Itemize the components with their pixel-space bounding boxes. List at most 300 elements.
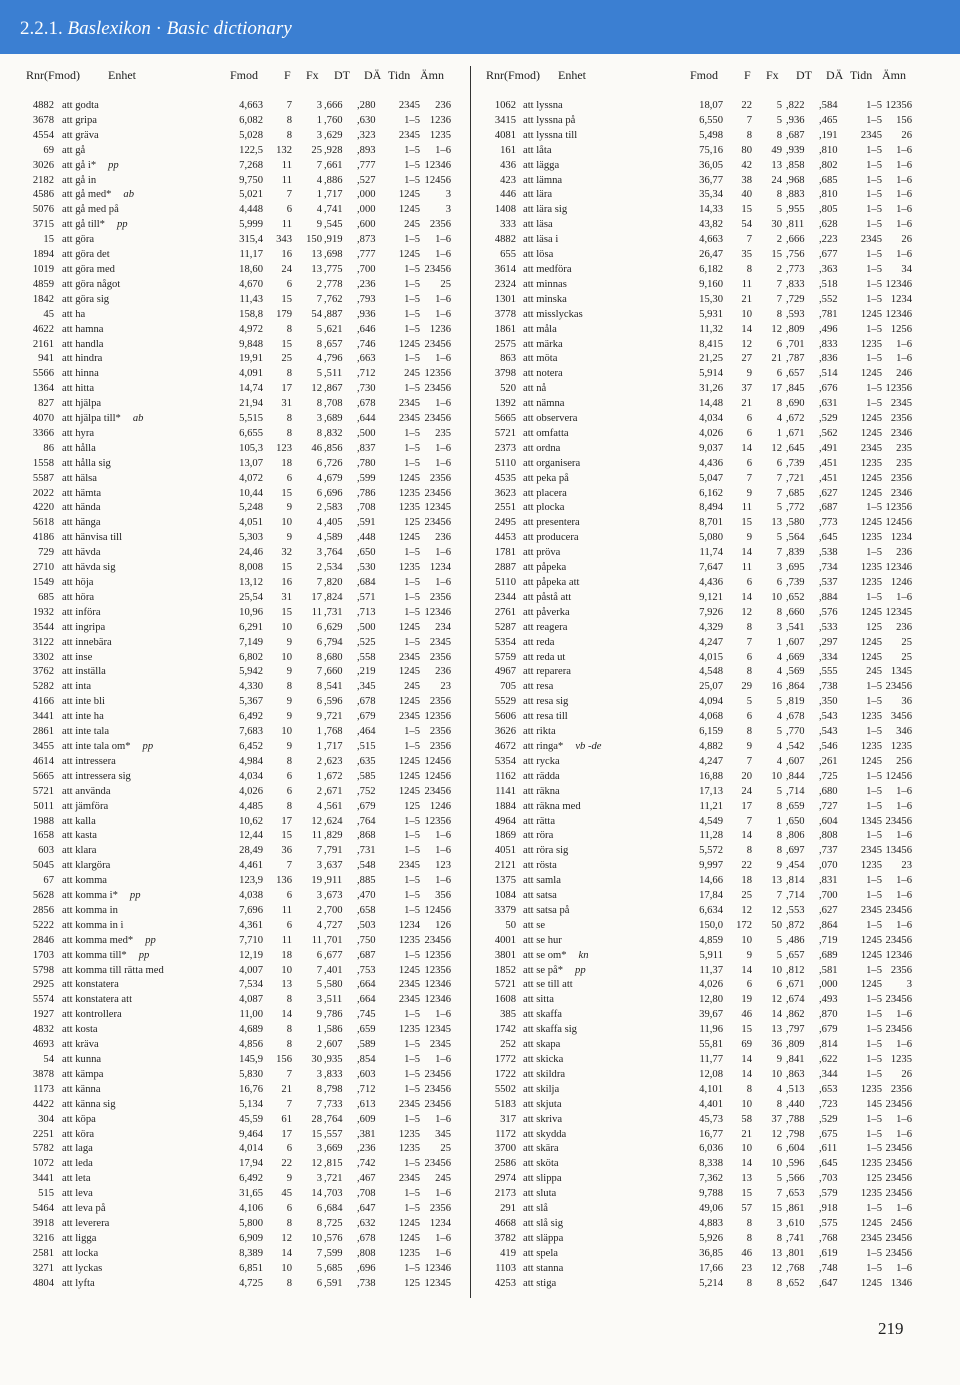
cell-fx: 8 xyxy=(776,129,782,141)
dictionary-row xyxy=(486,576,916,591)
dictionary-row xyxy=(486,606,916,621)
cell-enhet: att kämpa xyxy=(62,1068,104,1080)
cell-fx: 8 xyxy=(316,651,322,663)
cell-dt: ,583 xyxy=(324,502,343,514)
cell-fx: 7 xyxy=(776,890,782,902)
cell-fx: 12 xyxy=(771,442,782,454)
cell-f: 6 xyxy=(746,711,752,723)
dictionary-row xyxy=(486,636,916,651)
cell-dt: ,596 xyxy=(786,1158,805,1170)
cell-enhet: att observera xyxy=(523,413,578,425)
cell-enhet: att lösa xyxy=(523,249,554,261)
cell-fx: 8 xyxy=(776,398,782,410)
cell-da: ,659 xyxy=(357,1024,376,1036)
cell-dt: ,935 xyxy=(324,1054,343,1065)
dictionary-row xyxy=(26,1187,456,1202)
cell-da: ,777 xyxy=(357,159,376,171)
cell-tidn: 1–5 xyxy=(866,219,882,231)
cell-rnr: 4070 xyxy=(32,413,54,425)
cell-amn: 12456 xyxy=(424,770,451,782)
cell-amn: 23 xyxy=(440,681,451,693)
cell-da: ,543 xyxy=(819,726,838,738)
dictionary-row xyxy=(26,993,456,1008)
cell-f: 11 xyxy=(741,278,752,290)
cell-fmod: 4,663 xyxy=(699,234,723,246)
cell-tidn: 1–5 xyxy=(404,278,420,290)
cell-amn: 235 xyxy=(896,442,912,454)
cell-da: ,496 xyxy=(819,323,838,335)
dictionary-row xyxy=(486,904,916,919)
cell-fx: 9 xyxy=(316,711,322,723)
cell-fx: 4 xyxy=(776,1083,782,1095)
cell-da: ,689 xyxy=(819,949,838,961)
dictionary-row xyxy=(486,382,916,397)
cell-tidn: 2345 xyxy=(860,129,882,141)
cell-fx: 13 xyxy=(771,517,782,529)
cell-enhet: att resa sig xyxy=(523,696,569,708)
cell-dt: ,939 xyxy=(786,144,805,156)
cell-fx: 5 xyxy=(316,323,322,335)
dictionary-row xyxy=(26,978,456,993)
cell-enhet: att stiga xyxy=(523,1277,557,1289)
cell-fmod: 7,268 xyxy=(239,159,263,171)
cell-da: ,833 xyxy=(819,338,838,350)
cell-tidn: 1234 xyxy=(398,919,420,931)
header-amn: Ämn xyxy=(882,68,906,82)
cell-amn: 23456 xyxy=(424,1083,451,1095)
cell-amn: 1–6 xyxy=(896,249,912,261)
cell-f: 6 xyxy=(746,413,752,425)
cell-f: 7 xyxy=(746,472,752,484)
cell-amn: 1–6 xyxy=(435,1009,451,1021)
cell-dt: ,534 xyxy=(324,562,343,574)
cell-da: ,525 xyxy=(357,636,376,648)
cell-tidn: 245 xyxy=(404,219,420,231)
cell-tidn: 1245 xyxy=(398,472,420,484)
cell-f: 11 xyxy=(741,562,752,574)
cell-enhet: att samla xyxy=(523,875,561,887)
cell-enhet: att laga xyxy=(62,1143,93,1155)
dictionary-row xyxy=(486,815,916,830)
cell-enhet: att inta xyxy=(62,681,92,693)
cell-f: 15 xyxy=(741,517,752,529)
dictionary-row xyxy=(26,546,456,561)
cell-amn: 2356 xyxy=(429,651,451,663)
header-da: DÄ xyxy=(364,68,382,82)
cell-dt: ,919 xyxy=(324,234,343,246)
cell-rnr: 3379 xyxy=(494,904,516,916)
cell-tag: pp xyxy=(138,949,150,961)
cell-amn: 2356 xyxy=(890,964,912,976)
cell-da: ,448 xyxy=(357,532,376,544)
cell-tidn: 1–5 xyxy=(404,591,420,603)
cell-fmod: 13,12 xyxy=(239,577,263,588)
cell-da: ,514 xyxy=(819,368,838,380)
cell-dt: ,764 xyxy=(324,1113,343,1125)
cell-da: ,730 xyxy=(357,383,376,395)
cell-da: ,893 xyxy=(357,144,376,156)
cell-rnr: 69 xyxy=(43,144,54,156)
cell-fx: 3 xyxy=(776,562,782,574)
cell-dt: ,566 xyxy=(786,1173,805,1185)
cell-fmod: 9,848 xyxy=(239,338,263,350)
cell-enhet: att resa till xyxy=(523,711,568,723)
header-dt: DT xyxy=(796,68,812,82)
cell-tidn: 1235 xyxy=(398,502,420,514)
dictionary-row xyxy=(486,1142,916,1157)
cell-f: 24 xyxy=(741,785,752,797)
cell-amn: 12356 xyxy=(424,964,451,976)
cell-enhet: att medföra xyxy=(523,263,572,275)
cell-enhet: att hänga xyxy=(62,517,101,529)
cell-da: ,548 xyxy=(357,860,376,872)
cell-enhet: att hamna xyxy=(62,323,104,335)
cell-da: ,836 xyxy=(819,353,838,365)
cell-dt: ,872 xyxy=(786,919,805,931)
cell-fx: 5 xyxy=(776,949,782,961)
cell-f: 8 xyxy=(286,323,292,335)
cell-rnr: 4186 xyxy=(32,532,54,544)
dictionary-row xyxy=(26,1053,456,1068)
cell-fmod: 16,76 xyxy=(239,1083,263,1095)
cell-tidn: 1–5 xyxy=(866,890,882,902)
cell-amn: 245 xyxy=(435,1173,451,1185)
cell-rnr: 5011 xyxy=(33,800,54,812)
cell-rnr: 3614 xyxy=(494,263,516,275)
cell-da: ,451 xyxy=(819,457,838,469)
cell-tidn: 1–5 xyxy=(404,815,420,827)
cell-tidn: 1235 xyxy=(860,711,882,723)
cell-fmod: 4,026 xyxy=(239,785,263,797)
cell-amn: 2356 xyxy=(429,591,451,603)
cell-dt: ,858 xyxy=(786,159,805,171)
cell-fx: 8 xyxy=(776,189,782,201)
cell-f: 35 xyxy=(741,249,752,261)
cell-tidn: 1–5 xyxy=(404,1039,420,1051)
cell-fx: 50 xyxy=(771,919,782,931)
cell-tag: pp xyxy=(108,159,119,171)
cell-tidn: 1–5 xyxy=(866,681,882,693)
cell-dt: ,589 xyxy=(324,532,343,544)
dictionary-row xyxy=(26,531,456,546)
cell-tidn: 1–5 xyxy=(866,964,882,976)
cell-f: 17 xyxy=(741,800,752,812)
cell-rnr: 4220 xyxy=(32,502,54,514)
cell-da: ,619 xyxy=(819,1247,838,1259)
cell-amn: 25 xyxy=(901,636,912,648)
cell-rnr: 2022 xyxy=(32,487,54,499)
cell-fx: 10 xyxy=(771,591,782,603)
cell-dt: ,541 xyxy=(324,681,343,693)
cell-tidn: 2345 xyxy=(398,651,420,663)
dictionary-row xyxy=(486,978,916,993)
cell-fx: 5 xyxy=(776,934,782,946)
dictionary-row xyxy=(26,1247,456,1262)
cell-amn: 1235 xyxy=(890,1054,912,1065)
cell-da: ,579 xyxy=(819,1188,838,1200)
cell-fmod: 15,30 xyxy=(699,293,723,305)
cell-f: 32 xyxy=(281,547,292,559)
cell-fx: 3 xyxy=(316,994,322,1006)
cell-rnr: 5574 xyxy=(32,994,54,1006)
cell-fx: 7 xyxy=(316,964,322,976)
cell-enhet: att rycka xyxy=(523,755,560,767)
cell-rnr: 1932 xyxy=(32,606,54,618)
header-fx: Fx xyxy=(306,68,319,82)
cell-enhet: att notera xyxy=(523,368,563,380)
cell-tidn: 1–5 xyxy=(404,949,420,961)
header-rnr: Rnr(Fmod) xyxy=(26,68,80,82)
cell-enhet: att rädda xyxy=(523,770,560,782)
cell-rnr: 3715 xyxy=(32,219,54,231)
cell-fx: 9 xyxy=(316,219,322,231)
cell-rnr: 1141 xyxy=(495,785,516,797)
cell-fx: 1 xyxy=(316,740,322,752)
cell-f: 38 xyxy=(741,174,752,186)
cell-rnr: 2251 xyxy=(32,1128,54,1140)
cell-amn: 1234 xyxy=(890,532,912,544)
cell-enhet: att sköta xyxy=(523,1158,559,1170)
cell-da: ,703 xyxy=(819,1173,838,1185)
cell-fx: 8 xyxy=(776,800,782,812)
cell-da: ,530 xyxy=(357,562,376,574)
cell-f: 12 xyxy=(741,338,752,350)
cell-f: 15 xyxy=(741,1188,752,1200)
dictionary-row xyxy=(486,665,916,680)
cell-fmod: 11,77 xyxy=(699,1054,723,1065)
dictionary-row xyxy=(486,114,916,129)
cell-fmod: 10,44 xyxy=(239,487,263,499)
cell-tidn: 1–5 xyxy=(404,144,420,156)
dictionary-row xyxy=(26,427,456,442)
cell-enhet: att hålla xyxy=(62,442,96,454)
dictionary-row xyxy=(26,785,456,800)
cell-fmod: 26,47 xyxy=(699,249,723,261)
cell-tidn: 2345 xyxy=(860,234,882,246)
cell-enhet: att se hur xyxy=(523,934,562,946)
cell-da: ,727 xyxy=(819,800,838,812)
cell-enhet: att leda xyxy=(62,1158,93,1170)
cell-da: ,719 xyxy=(819,934,838,946)
cell-fx: 10 xyxy=(771,964,782,976)
cell-dt: ,812 xyxy=(786,964,805,976)
cell-fmod: 11,74 xyxy=(699,547,723,559)
cell-amn: 2456 xyxy=(890,1217,912,1229)
dictionary-row xyxy=(26,1038,456,1053)
cell-fx: 3 xyxy=(776,621,782,633)
cell-amn: 2346 xyxy=(890,427,912,439)
cell-tidn: 245 xyxy=(404,681,420,693)
cell-tidn: 1235 xyxy=(398,1128,420,1140)
cell-dt: ,814 xyxy=(786,875,805,887)
dictionary-row xyxy=(486,1068,916,1083)
cell-amn: 1–6 xyxy=(896,219,912,231)
cell-dt: ,801 xyxy=(786,1247,805,1259)
cell-f: 22 xyxy=(741,100,752,111)
cell-amn: 12456 xyxy=(885,517,912,529)
cell-f: 7 xyxy=(746,636,752,648)
cell-dt: ,786 xyxy=(324,1009,343,1021)
cell-fx: 21 xyxy=(771,353,782,365)
cell-amn: 1–6 xyxy=(896,785,912,797)
cell-amn: 2356 xyxy=(429,726,451,738)
cell-fx: 11 xyxy=(311,606,322,618)
cell-f: 11 xyxy=(281,934,292,946)
cell-fmod: 19,91 xyxy=(239,353,263,365)
cell-rnr: 5587 xyxy=(32,472,54,484)
cell-enhet: att lyssna xyxy=(523,100,563,111)
cell-enhet: att göra det xyxy=(62,249,110,261)
cell-fmod: 18,07 xyxy=(699,100,723,111)
cell-rnr: 2575 xyxy=(494,338,516,350)
cell-fmod: 49,06 xyxy=(699,1203,723,1215)
cell-fmod: 16,77 xyxy=(699,1128,723,1140)
cell-rnr: 729 xyxy=(38,547,54,559)
cell-fmod: 4,087 xyxy=(239,994,263,1006)
cell-enhet: att peka på xyxy=(523,472,569,484)
cell-dt: ,677 xyxy=(324,949,343,961)
cell-fmod: 5,914 xyxy=(699,368,723,380)
cell-tidn: 1–5 xyxy=(404,457,420,469)
cell-tidn: 2345 xyxy=(398,1173,420,1185)
cell-enhet: att komma in i xyxy=(62,919,124,931)
cell-fmod: 5,942 xyxy=(239,666,263,678)
cell-f: 9 xyxy=(286,532,292,544)
dictionary-row xyxy=(26,1277,456,1292)
cell-da: ,675 xyxy=(819,1128,838,1140)
cell-tidn: 1245 xyxy=(860,755,882,767)
cell-fx: 1 xyxy=(316,726,322,738)
cell-fmod: 10,96 xyxy=(239,606,263,618)
cell-dt: ,811 xyxy=(786,219,805,231)
dictionary-row xyxy=(486,1128,916,1143)
cell-tidn: 1245 xyxy=(398,621,420,633)
cell-f: 9 xyxy=(286,666,292,678)
cell-f: 10 xyxy=(281,517,292,529)
cell-dt: ,593 xyxy=(786,308,805,320)
cell-fmod: 9,464 xyxy=(239,1128,263,1140)
cell-tidn: 1235 xyxy=(860,1188,882,1200)
cell-da: ,451 xyxy=(819,472,838,484)
dictionary-row xyxy=(26,770,456,785)
cell-amn: 1–6 xyxy=(435,577,451,588)
cell-fmod: 4,026 xyxy=(699,427,723,439)
cell-rnr: 5759 xyxy=(494,651,516,663)
cell-fx: 5 xyxy=(776,114,782,126)
cell-tidn: 125 xyxy=(404,1277,420,1289)
cell-f: 80 xyxy=(741,144,752,156)
cell-fx: 12 xyxy=(771,1262,782,1274)
dictionary-row xyxy=(486,338,916,353)
cell-enhet: att inte tala om* xyxy=(62,740,131,752)
cell-dt: ,760 xyxy=(324,114,343,126)
cell-da: ,609 xyxy=(357,1113,376,1125)
cell-fmod: 6,082 xyxy=(239,114,263,126)
cell-dt: ,726 xyxy=(324,457,343,469)
cell-tag: vb -de xyxy=(575,740,602,752)
cell-tidn: 1245 xyxy=(860,517,882,529)
cell-f: 8 xyxy=(746,1232,752,1244)
cell-rnr: 4001 xyxy=(494,934,516,946)
cell-amn: 1–6 xyxy=(435,830,451,842)
cell-rnr: 1162 xyxy=(495,770,516,782)
cell-tidn: 245 xyxy=(404,368,420,380)
cell-fmod: 5,515 xyxy=(239,413,263,425)
cell-fmod: 4,689 xyxy=(239,1024,263,1036)
cell-fmod: 17,66 xyxy=(699,1262,723,1274)
cell-rnr: 3441 xyxy=(32,1173,54,1185)
cell-tidn: 1235 xyxy=(860,532,882,544)
cell-fx: 2 xyxy=(316,278,322,290)
dictionary-row xyxy=(26,188,456,203)
cell-tidn: 1–5 xyxy=(404,1188,420,1200)
cell-tidn: 1245 xyxy=(860,949,882,961)
cell-rnr: 4253 xyxy=(494,1277,516,1289)
cell-tidn: 1–5 xyxy=(404,904,420,916)
cell-fx: 2 xyxy=(776,263,782,275)
cell-tidn: 1245 xyxy=(398,249,420,261)
cell-f: 8 xyxy=(286,681,292,693)
cell-tag: ab xyxy=(123,189,135,201)
dictionary-row xyxy=(486,621,916,636)
cell-fx: 46 xyxy=(311,442,322,454)
cell-amn: 1246 xyxy=(890,577,912,588)
cell-tidn: 1245 xyxy=(398,338,420,350)
cell-rnr: 54 xyxy=(43,1054,54,1065)
cell-f: 7 xyxy=(746,755,752,767)
cell-fmod: 25,07 xyxy=(699,681,723,693)
cell-fx: 6 xyxy=(776,457,782,469)
cell-fmod: 6,550 xyxy=(699,114,723,126)
cell-fmod: 4,026 xyxy=(699,979,723,991)
cell-f: 20 xyxy=(741,770,752,782)
cell-fx: 13 xyxy=(771,159,782,171)
cell-rnr: 419 xyxy=(500,1247,516,1259)
cell-fx: 3 xyxy=(316,890,322,902)
cell-amn: 1–6 xyxy=(896,1128,912,1140)
cell-da: ,764 xyxy=(357,815,376,827)
cell-enhet: att rätta xyxy=(523,815,556,827)
cell-rnr: 1173 xyxy=(33,1083,54,1095)
cell-dt: ,569 xyxy=(786,666,805,678)
cell-f: 9 xyxy=(746,949,752,961)
cell-rnr: 4535 xyxy=(494,472,516,484)
cell-rnr: 4967 xyxy=(494,666,516,678)
cell-fmod: 4,247 xyxy=(699,755,723,767)
cell-tidn: 1–5 xyxy=(404,830,420,842)
dictionary-row xyxy=(486,591,916,606)
cell-tidn: 1–5 xyxy=(404,726,420,738)
dictionary-row xyxy=(26,591,456,606)
cell-amn: 3 xyxy=(445,204,451,216)
cell-enhet: att spela xyxy=(523,1247,559,1259)
cell-tidn: 1245 xyxy=(860,651,882,663)
cell-da: ,611 xyxy=(819,1143,838,1155)
cell-amn: 1–6 xyxy=(435,144,451,156)
cell-f: 37 xyxy=(741,383,752,395)
cell-enhet: att känna sig xyxy=(62,1098,116,1110)
cell-dt: ,650 xyxy=(786,815,805,827)
cell-amn: 1–6 xyxy=(896,591,912,603)
dictionary-row xyxy=(486,308,916,323)
cell-f: 8 xyxy=(746,263,752,275)
cell-da: ,644 xyxy=(357,413,376,425)
cell-fx: 5 xyxy=(316,979,322,991)
cell-amn: 1–6 xyxy=(896,159,912,171)
dictionary-row xyxy=(486,218,916,233)
cell-fmod: 5,028 xyxy=(239,129,263,141)
dictionary-row xyxy=(486,159,916,174)
